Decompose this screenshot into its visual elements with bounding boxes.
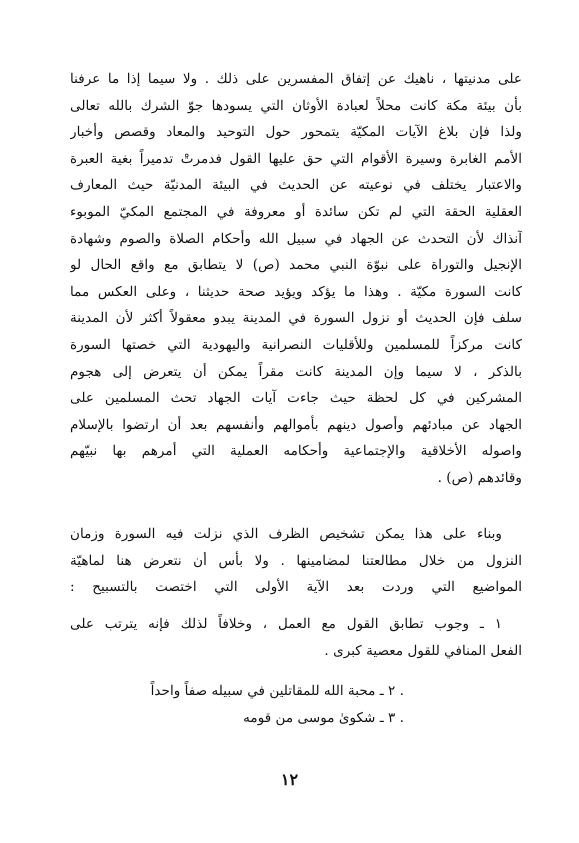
text-line: ولذا فإن بلاغ الآيات المكيّة يتمحور حول التوحيد والمعاد وقصص وأخبار <box>70 124 522 141</box>
text-line: بأن بيئة مكة كانت محلاً لعبادة الأوثان التي يسودها جوّ الشرك بالله تعالى <box>70 97 522 114</box>
paragraph-1 <box>70 66 522 492</box>
text-line: المشركين في كل لحظة حيث جاءت آيات الجهاد تحث المسلمين على <box>70 390 522 407</box>
page-number: ١٢ <box>280 770 299 789</box>
text-line: وقائدهم (ص) . <box>437 469 522 486</box>
text-line: وبناء على هذا يمكن تشخيص الظرف الذي نزلت فيه السورة وزمان <box>70 526 502 542</box>
text-line: الأمم الغابرة وسيرة الأقوام التي حق عليها القول فدمرتْ تدميراً بغية العبرة <box>70 150 522 167</box>
text-line: واصوله الأخلاقية والإجتماعية وأحكامه العملية التي أمرهم بها نبيّهم <box>70 443 522 460</box>
text-line: بالذكر ، لا سيما وإن المدينة كانت مقراً يمكن أن يتعرض إلى هجوم <box>70 363 522 380</box>
text-line: الإنجيل والتوراة على نبوّة النبي محمد (ص) لا يتطابق مع واقع الحال لو <box>70 257 522 274</box>
list-item: ٢ ـ محبة الله للمقاتلين في سبيله صفاً واحداً . <box>150 683 404 699</box>
paragraph-2 <box>70 521 522 601</box>
text-line: العقلية الحقة التي لم تكن سائدة أو معروفة في المجتمع المكيّ الموبوء <box>70 203 522 220</box>
text-line: المواضيع التي وردت بعد الآية الأولى التي اختصت بالتسبيح : <box>70 579 522 596</box>
text-line: سلف فإن الحديث أو نزول السورة في المدينة يبدو معقولاً أكثر لأن المدينة <box>70 310 522 327</box>
text-line: كانت السورة مكيّة . وهذا ما يؤكد ويؤيد صحة حديثنا ، وعلى العكس مما <box>70 283 522 300</box>
list-item-continuation: الفعل المنافي للقول معصية كبرى . <box>324 642 522 659</box>
numbered-list <box>70 611 522 664</box>
text-line: الجهاد عن مبادئهم وأصول دينهم بأموالهم وأنفسهم بعد أن ارتضوا بالإسلام <box>70 416 522 433</box>
list-item: ٣ ـ شكوىٰ موسى من قومه . <box>243 710 404 726</box>
text-line: كانت مركزاً للمسلمين وللأقليات النصرانية واليهودية التي خصتها السورة <box>70 336 522 353</box>
text-line: على مدنيتها ، ناهيك عن إتفاق المفسرين على ذلك . ولا سيما إذا ما عرفنا <box>70 71 522 87</box>
text-line: والاعتبار يختلف في نوعيته عن الحديث في البيئة المدنيّة حيث المعارف <box>70 177 522 194</box>
text-line: آنذاك لأن التحدث عن الجهاد في سبيل الله وأحكام الصلاة والصوم وشهادة <box>70 230 522 247</box>
list-item: ١ ـ وجوب تطابق القول مع العمل ، وخلافاً لذلك فإنه يترتب على <box>70 616 502 632</box>
text-line: النزول من خلال مطالعتنا لمضامينها . ولا بأس أن نتعرض هنا لماهيّة <box>70 552 522 569</box>
